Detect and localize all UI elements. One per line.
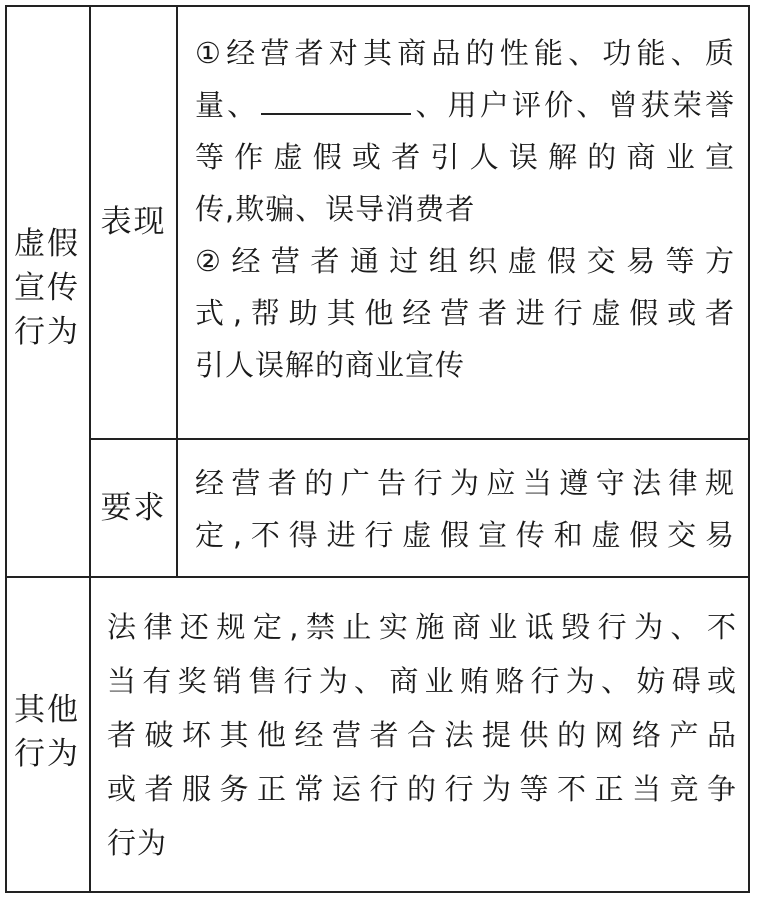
content-line: 传,欺骗、误导消费者 [195, 192, 476, 226]
category-label-line: 行为 [14, 314, 80, 350]
divider-col2 [176, 5, 178, 578]
content-line: 行为 [107, 826, 168, 860]
sub-label-text: 要求 [100, 490, 167, 526]
sub-label-requirement [91, 486, 176, 530]
category-label-line: 宣传 [14, 270, 80, 306]
requirement-content [195, 462, 735, 557]
content-line: 等作虚假或者引人误解的商业宣 [195, 140, 735, 174]
content-line: 式,帮助其他经营者进行虚假或者 [195, 296, 735, 330]
content-line: ②经营者通过组织虚假交易等方 [195, 244, 735, 278]
content-line: 经营者的广告行为应当遵守法律规 [195, 466, 735, 500]
content-line: 定,不得进行虚假宣传和虚假交易 [195, 518, 735, 552]
fill-in-blank [261, 87, 411, 115]
content-line: 者破坏其他经营者合法提供的网络产品 [107, 718, 737, 752]
content-fragment: 量、 [195, 88, 260, 122]
divider-subrow [89, 438, 750, 440]
content-line: 法律还规定,禁止实施商业诋毁行为、不 [107, 610, 737, 644]
category-label-line: 虚假 [14, 226, 80, 262]
category-label-line: 其他 [14, 692, 80, 728]
content-line: ①经营者对其商品的性能、功能、质 [195, 36, 735, 70]
divider-row [5, 576, 750, 578]
sub-label-text: 表现 [100, 204, 167, 240]
content-line: 或者服务正常运行的行为等不正当竞争 [107, 772, 737, 806]
other-behavior-content [107, 606, 737, 865]
manifestation-content [195, 32, 735, 387]
category-label-false-advertising [5, 222, 89, 354]
category-label-other-behavior [5, 688, 89, 776]
content-line-with-blank [195, 84, 735, 127]
sub-label-manifestation [91, 200, 176, 244]
divider-col1 [89, 5, 91, 893]
content-line: 引人误解的商业宣传 [195, 348, 466, 382]
category-label-line: 行为 [14, 736, 80, 772]
content-fragment: 、用户评价、曾获荣誉 [413, 88, 735, 122]
content-line: 当有奖销售行为、商业贿赂行为、妨碍或 [107, 664, 737, 698]
